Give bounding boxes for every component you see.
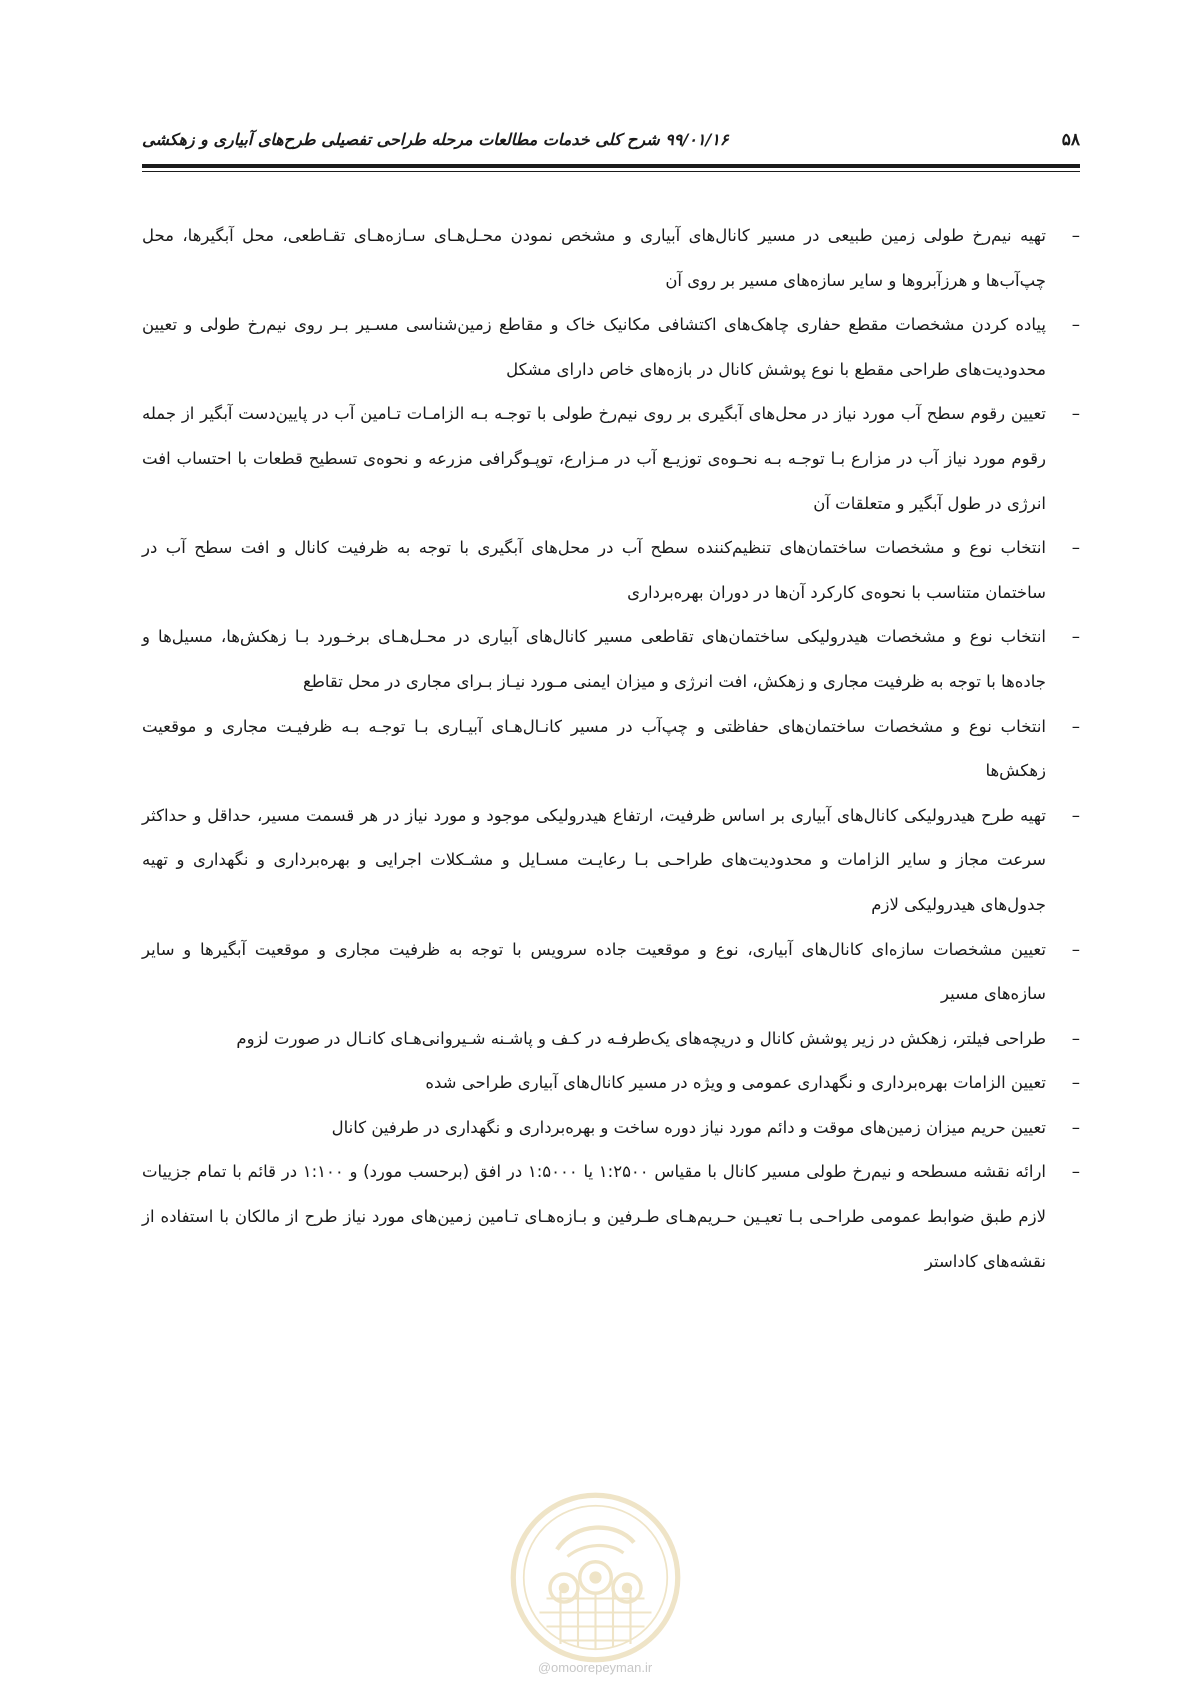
dash-bullet-icon: – [1071,627,1080,647]
dash-bullet-icon: – [1071,404,1080,424]
list-item [142,1106,1080,1151]
dash-bullet-icon: – [1071,1117,1080,1137]
list-item [142,526,1080,615]
dash-bullet-icon: – [1071,1073,1080,1093]
dash-bullet-icon: – [1071,538,1080,558]
list-item-text: طراحی فیلتر، زهکش در زیر پوشش کانال و دریچه‌های یک‌طرفـه در کـف و پاشـنه شـیروانی‌هـای کانـال در صورت لزوم [236,1028,1046,1048]
list-item [142,392,1080,526]
dash-bullet-icon: – [1071,939,1080,959]
list-item [142,303,1080,392]
bullet-list [142,214,1080,1284]
list-item [142,705,1080,794]
watermark-seal-icon [508,1490,683,1665]
list-item [142,1150,1080,1284]
header-title: ۹۹/۰۱/۱۶ شرح کلی خدمات مطالعات مرحله طراحی تفصیلی طرح‌های آبیاری و زهکشی [142,130,729,149]
list-item [142,214,1080,303]
body-content [142,214,1080,1284]
header-rule-thick [142,164,1080,168]
list-item [142,1017,1080,1062]
dash-bullet-icon: – [1071,1162,1080,1182]
watermark-url: @omoorepeyman.ir [537,1660,653,1675]
list-item-text: انتخاب نوع و مشخصات ساختمان‌های حفاظتی و چپ‌آب در مسیر کانـال‌هـای آبیـاری بـا توجـه بـه ظرفیـت مجاری و موقعیت زهکش‌ها [142,716,1046,781]
list-item-text: انتخاب نوع و مشخصات هیدرولیکی ساختمان‌های تقاطعی مسیر کانال‌های آبیاری در محـل‌هـای برخـورد بـا زهکش‌ها، مسیل‌ها و جاده‌ها با توجه به ظرفیت مجاری و زهکش، افت انرژی و میزان ایمنی مـورد نیـاز بـرای مجاری در محل تقاطع [142,627,1046,691]
list-item [142,615,1080,704]
list-item [142,1061,1080,1106]
list-item-text: تعیین رقوم سطح آب مورد نیاز در محل‌های آبگیری بر روی نیم‌رخ طولی با توجـه بـه الزامـات تـامین آب در پایین‌دست آبگیر از جمله رقوم مورد نیاز آب در مزارع بـا توجـه بـه نحـوه‌ی توزیـع آب در مـزارع، توپـوگرافی مزرعه و نحوه‌ی تسطیح قطعات با احتساب افت انرژی در طول آبگیر و متعلقات آن [142,404,1046,513]
page-number: ۵۸ [1061,130,1080,150]
list-item [142,928,1080,1017]
page-header [142,118,1080,170]
dash-bullet-icon: – [1071,716,1080,736]
dash-bullet-icon: – [1071,1028,1080,1048]
list-item-text: پیاده کردن مشخصات مقطع حفاری چاهک‌های اکتشافی مکانیک خاک و مقاطع زمین‌شناسی مسـیر بـر روی نیم‌رخ طولی و تعیین محدودیت‌های طراحی مقطع با نوع پوشش کانال در بازه‌های خاص دارای مشکل [142,315,1046,379]
list-item [142,794,1080,928]
list-item-text: تهیه نیم‌رخ طولی زمین طبیعی در مسیر کانال‌های آبیاری و مشخص نمودن محـل‌هـای سـازه‌هـای تقـاطعی، محل آبگیرها، محل چپ‌آب‌ها و هرزآبروها و سایر سازه‌های مسیر بر روی آن [142,226,1046,290]
dash-bullet-icon: – [1071,315,1080,335]
list-item-text: تعیین الزامات بهره‌برداری و نگهداری عمومی و ویژه در مسیر کانال‌های آبیاری طراحی شده [425,1073,1046,1093]
dash-bullet-icon: – [1071,805,1080,825]
list-item-text: ارائه نقشه مسطحه و نیم‌رخ طولی مسیر کانال با مقیاس ۱:۲۵۰۰ یا ۱:۵۰۰۰ در افق (برحسب مورد) و ۱:۱۰۰ در قائم با تمام جزییات لازم طبق ضوابط عمومی طراحـی بـا تعیـین حـریم‌هـای طـرفین و بـازه‌هـای تـامین زمین‌های مورد نیاز طرح از مالکان با استفاده از نقشه‌های کاداستر [142,1162,1047,1271]
list-item-text: تعیین حریم میزان زمین‌های موقت و دائم مورد نیاز دوره ساخت و بهره‌برداری و نگهداری در طرفین کانال [331,1117,1046,1137]
list-item-text: تهیه طرح هیدرولیکی کانال‌های آبیاری بر اساس ظرفیت، ارتفاع هیدرولیکی موجود و مورد نیاز در هر قسمت مسیر، حداقل و حداکثر سرعت مجاز و سایر الزامات و محدودیت‌های طراحـی بـا رعایـت مسـایل و مشـکلات اجرایی و بهره‌برداری و نگهداری و تهیه جدول‌های هیدرولیکی لازم [142,805,1046,914]
list-item-text: تعیین مشخصات سازه‌ای کانال‌های آبیاری، نوع و موقعیت جاده سرویس با توجه به ظرفیت مجاری و موقعیت آبگیرها و سایر سازه‌های مسیر [142,939,1046,1004]
header-rule-thin [142,171,1080,172]
list-item-text: انتخاب نوع و مشخصات ساختمان‌های تنظیم‌کننده سطح آب در محل‌های آبگیری با توجه به ظرفیت کانال و افت سطح آب در ساختمان متناسب با نحوه‌ی کارکرد آن‌ها در دوران بهره‌برداری [142,538,1046,602]
dash-bullet-icon: – [1071,226,1080,245]
